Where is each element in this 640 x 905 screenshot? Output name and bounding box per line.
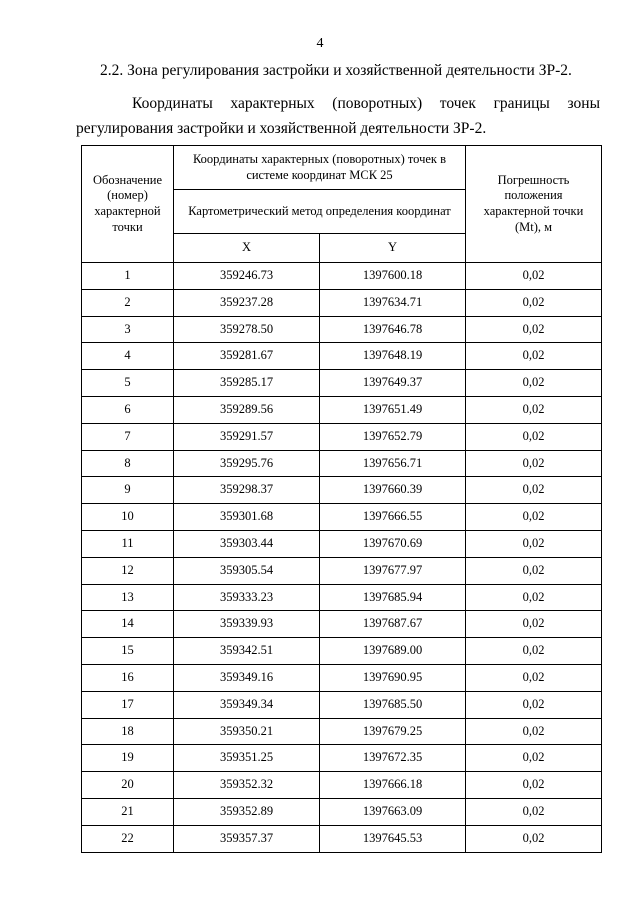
y-coordinate-cell: 1397663.09 — [320, 798, 466, 825]
header-y: Y — [320, 234, 466, 263]
x-coordinate-cell: 359281.67 — [174, 343, 320, 370]
y-coordinate-cell: 1397690.95 — [320, 664, 466, 691]
x-coordinate-cell: 359339.93 — [174, 611, 320, 638]
point-number-cell: 6 — [82, 396, 174, 423]
x-coordinate-cell: 359291.57 — [174, 423, 320, 450]
y-coordinate-cell: 1397652.79 — [320, 423, 466, 450]
point-number-cell: 5 — [82, 370, 174, 397]
x-coordinate-cell: 359295.76 — [174, 450, 320, 477]
table-row — [82, 664, 602, 691]
point-number-cell: 11 — [82, 530, 174, 557]
point-number-cell: 4 — [82, 343, 174, 370]
error-cell: 0,02 — [466, 423, 602, 450]
error-cell: 0,02 — [466, 370, 602, 397]
table-row — [82, 289, 602, 316]
x-coordinate-cell: 359349.16 — [174, 664, 320, 691]
error-cell: 0,02 — [466, 316, 602, 343]
y-coordinate-cell: 1397646.78 — [320, 316, 466, 343]
x-coordinate-cell: 359352.89 — [174, 798, 320, 825]
intro-line-2: регулирования застройки и хозяйственной деятельности ЗР-2. — [76, 120, 487, 137]
error-cell: 0,02 — [466, 450, 602, 477]
header-error: Погрешность положения характерной точки (Mt), м — [466, 146, 602, 263]
y-coordinate-cell: 1397670.69 — [320, 530, 466, 557]
table-row — [82, 798, 602, 825]
point-number-cell: 7 — [82, 423, 174, 450]
table-row — [82, 718, 602, 745]
header-coords-title: Координаты характерных (поворотных) точек в системе координат МСК 25 — [174, 146, 466, 190]
x-coordinate-cell: 359352.32 — [174, 772, 320, 799]
y-coordinate-cell: 1397687.67 — [320, 611, 466, 638]
error-cell: 0,02 — [466, 664, 602, 691]
intro-word: (поворотных) — [332, 95, 423, 112]
x-coordinate-cell: 359285.17 — [174, 370, 320, 397]
table-row — [82, 584, 602, 611]
error-cell: 0,02 — [466, 745, 602, 772]
point-number-cell: 21 — [82, 798, 174, 825]
y-coordinate-cell: 1397660.39 — [320, 477, 466, 504]
table-row — [82, 611, 602, 638]
error-cell: 0,02 — [466, 638, 602, 665]
point-number-cell: 12 — [82, 557, 174, 584]
point-number-cell: 18 — [82, 718, 174, 745]
x-coordinate-cell: 359333.23 — [174, 584, 320, 611]
y-coordinate-cell: 1397600.18 — [320, 263, 466, 290]
table-row — [82, 772, 602, 799]
y-coordinate-cell: 1397666.18 — [320, 772, 466, 799]
point-number-cell: 17 — [82, 691, 174, 718]
point-number-cell: 19 — [82, 745, 174, 772]
y-coordinate-cell: 1397672.35 — [320, 745, 466, 772]
error-cell: 0,02 — [466, 396, 602, 423]
intro-word: характерных — [230, 95, 315, 112]
x-coordinate-cell: 359349.34 — [174, 691, 320, 718]
x-coordinate-cell: 359351.25 — [174, 745, 320, 772]
y-coordinate-cell: 1397634.71 — [320, 289, 466, 316]
error-cell: 0,02 — [466, 289, 602, 316]
point-number-cell: 16 — [82, 664, 174, 691]
header-point-label: Обозначение (номер) характерной точки — [82, 146, 174, 263]
x-coordinate-cell: 359246.73 — [174, 263, 320, 290]
x-coordinate-cell: 359237.28 — [174, 289, 320, 316]
error-cell: 0,02 — [466, 798, 602, 825]
y-coordinate-cell: 1397649.37 — [320, 370, 466, 397]
table-row — [82, 638, 602, 665]
x-coordinate-cell: 359305.54 — [174, 557, 320, 584]
error-cell: 0,02 — [466, 263, 602, 290]
table-row — [82, 263, 602, 290]
y-coordinate-cell: 1397648.19 — [320, 343, 466, 370]
point-number-cell: 9 — [82, 477, 174, 504]
error-cell: 0,02 — [466, 772, 602, 799]
y-coordinate-cell: 1397679.25 — [320, 718, 466, 745]
coordinates-table — [81, 145, 602, 853]
table-row — [82, 343, 602, 370]
page-number: 4 — [316, 36, 324, 51]
table-row — [82, 316, 602, 343]
error-cell: 0,02 — [466, 718, 602, 745]
x-coordinate-cell: 359303.44 — [174, 530, 320, 557]
intro-word: точек — [439, 95, 476, 112]
intro-word: зоны — [567, 95, 600, 112]
intro-word: границы — [493, 95, 550, 112]
error-cell: 0,02 — [466, 691, 602, 718]
point-number-cell: 20 — [82, 772, 174, 799]
x-coordinate-cell: 359342.51 — [174, 638, 320, 665]
table-row — [82, 825, 602, 852]
x-coordinate-cell: 359357.37 — [174, 825, 320, 852]
y-coordinate-cell: 1397666.55 — [320, 504, 466, 531]
y-coordinate-cell: 1397685.50 — [320, 691, 466, 718]
point-number-cell: 10 — [82, 504, 174, 531]
error-cell: 0,02 — [466, 584, 602, 611]
error-cell: 0,02 — [466, 504, 602, 531]
error-cell: 0,02 — [466, 611, 602, 638]
x-coordinate-cell: 359278.50 — [174, 316, 320, 343]
y-coordinate-cell: 1397645.53 — [320, 825, 466, 852]
error-cell: 0,02 — [466, 530, 602, 557]
error-cell: 0,02 — [466, 825, 602, 852]
y-coordinate-cell: 1397651.49 — [320, 396, 466, 423]
error-cell: 0,02 — [466, 557, 602, 584]
x-coordinate-cell: 359301.68 — [174, 504, 320, 531]
section-heading: 2.2. Зона регулирования застройки и хозяйственной деятельности ЗР-2. — [100, 62, 572, 79]
table-row — [82, 745, 602, 772]
header-method: Картометрический метод определения координат — [174, 190, 466, 234]
x-coordinate-cell: 359289.56 — [174, 396, 320, 423]
header-x: X — [174, 234, 320, 263]
table-header — [82, 146, 602, 263]
table-row — [82, 396, 602, 423]
x-coordinate-cell: 359350.21 — [174, 718, 320, 745]
table-row — [82, 423, 602, 450]
error-cell: 0,02 — [466, 477, 602, 504]
table-row — [82, 450, 602, 477]
point-number-cell: 3 — [82, 316, 174, 343]
table-row — [82, 370, 602, 397]
point-number-cell: 14 — [82, 611, 174, 638]
intro-line-1 — [132, 95, 600, 113]
point-number-cell: 15 — [82, 638, 174, 665]
point-number-cell: 2 — [82, 289, 174, 316]
point-number-cell: 8 — [82, 450, 174, 477]
table-row — [82, 557, 602, 584]
table-row — [82, 477, 602, 504]
table-row — [82, 691, 602, 718]
y-coordinate-cell: 1397685.94 — [320, 584, 466, 611]
y-coordinate-cell: 1397656.71 — [320, 450, 466, 477]
intro-word: Координаты — [132, 95, 213, 112]
y-coordinate-cell: 1397677.97 — [320, 557, 466, 584]
table-body — [82, 263, 602, 853]
point-number-cell: 1 — [82, 263, 174, 290]
point-number-cell: 22 — [82, 825, 174, 852]
x-coordinate-cell: 359298.37 — [174, 477, 320, 504]
error-cell: 0,02 — [466, 343, 602, 370]
point-number-cell: 13 — [82, 584, 174, 611]
y-coordinate-cell: 1397689.00 — [320, 638, 466, 665]
table-row — [82, 530, 602, 557]
table-row — [82, 504, 602, 531]
